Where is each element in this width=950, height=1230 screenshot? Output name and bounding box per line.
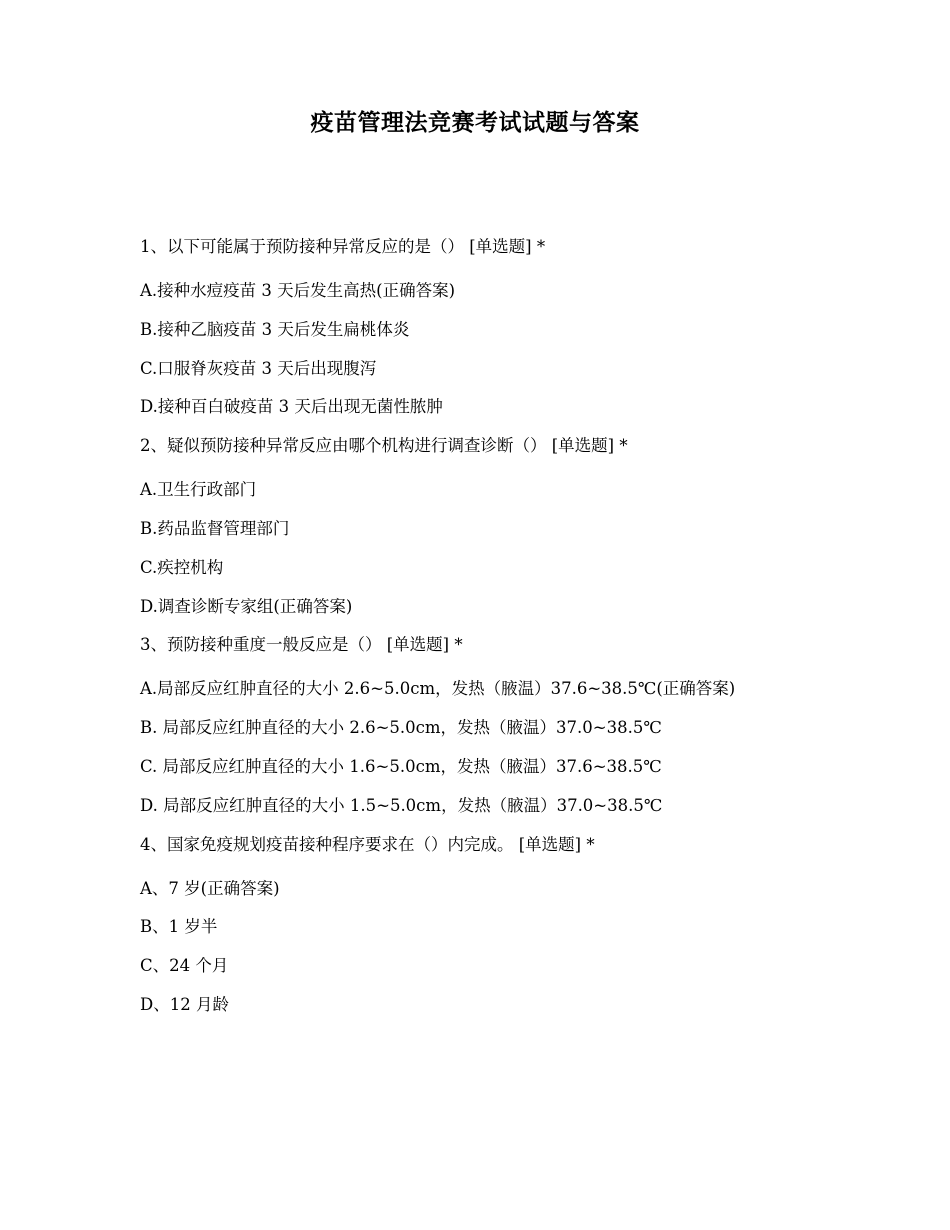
option-a: A、7 岁(正确答案) xyxy=(140,878,280,898)
option-d: D.接种百白破疫苗 3 天后出现无菌性脓肿 xyxy=(140,397,443,417)
question-2 xyxy=(140,431,920,621)
option-b: B、1 岁半 xyxy=(140,917,218,937)
option-b: B.药品监督管理部门 xyxy=(140,518,290,538)
question-text: 1、以下可能属于预防接种异常反应的是（） [单选题] * xyxy=(140,237,546,256)
question-4 xyxy=(140,830,920,1020)
option-a: A.局部反应红肿直径的大小 2.6~5.0cm，发热（腋温）37.6~38.5℃(正确答案) xyxy=(140,679,736,699)
option-d: D. 局部反应红肿直径的大小 1.5~5.0cm，发热（腋温）37.0~38.5℃ xyxy=(140,795,663,815)
document-title: 疫苗管理法竞赛考试试题与答案 xyxy=(310,109,640,136)
option-c: C.口服脊灰疫苗 3 天后出现腹泻 xyxy=(140,358,377,378)
option-c: C.疾控机构 xyxy=(140,557,224,577)
option-a: A.卫生行政部门 xyxy=(140,480,257,500)
option-d: D.调查诊断专家组(正确答案) xyxy=(140,596,353,616)
option-b: B. 局部反应红肿直径的大小 2.6~5.0cm，发热（腋温）37.0~38.5℃ xyxy=(140,718,662,738)
option-d: D、12 月龄 xyxy=(140,994,229,1014)
option-b: B.接种乙脑疫苗 3 天后发生扁桃体炎 xyxy=(140,319,410,339)
option-c: C. 局部反应红肿直径的大小 1.6~5.0cm，发热（腋温）37.6~38.5℃ xyxy=(140,756,662,776)
question-1 xyxy=(140,232,920,422)
question-text: 2、疑似预防接种异常反应由哪个机构进行调查诊断（） [单选题] * xyxy=(140,436,628,456)
question-3 xyxy=(140,630,920,820)
question-text: 3、预防接种重度一般反应是（） [单选题] * xyxy=(140,635,463,655)
option-c: C、24 个月 xyxy=(140,956,229,976)
question-list xyxy=(140,232,920,1029)
question-text: 4、国家免疫规划疫苗接种程序要求在（）内完成。 [单选题] * xyxy=(140,834,595,854)
option-a: A.接种水痘疫苗 3 天后发生高热(正确答案) xyxy=(140,281,456,300)
